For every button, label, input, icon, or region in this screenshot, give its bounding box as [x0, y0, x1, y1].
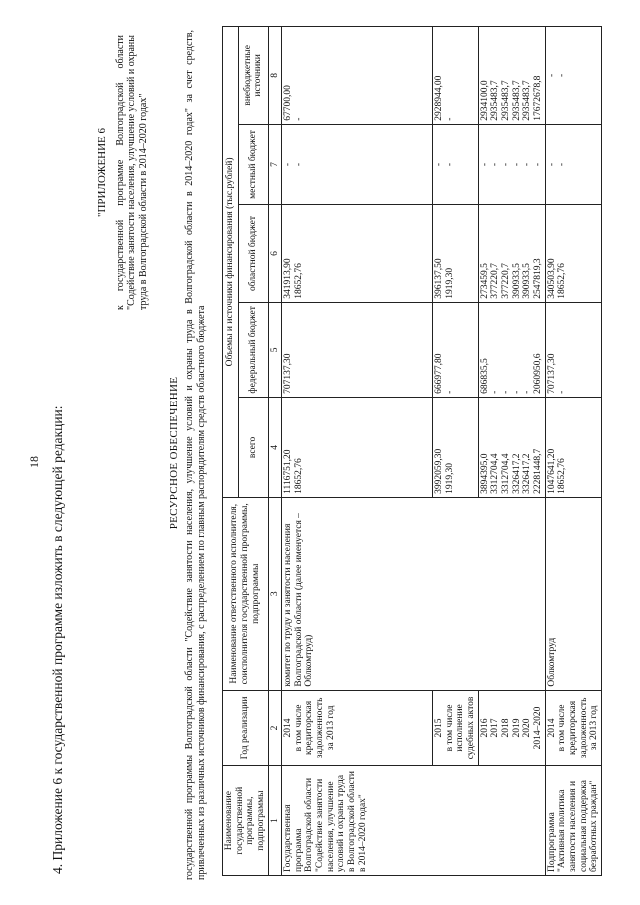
- col-num-1: 1: [268, 766, 282, 876]
- col-num-6: 6: [268, 205, 282, 303]
- program-local-2014: - -: [282, 124, 433, 205]
- col-num-4: 4: [268, 397, 282, 497]
- col-num-8: 8: [268, 27, 282, 125]
- program-federal-2016-2020: 686835,5 - - - - 2060950,6: [478, 302, 545, 397]
- subprogram-executor: Облкомтруд: [545, 497, 601, 690]
- program-extra-2014: 67700,00 -: [282, 27, 433, 125]
- subprogram-federal: 707137,30 -: [545, 302, 601, 397]
- subprogram-local: - -: [545, 124, 601, 205]
- program-total-2014: 1116751,20 18652,76: [282, 397, 433, 497]
- subprogram-total: 1047641,20 18652,76: [545, 397, 601, 497]
- col-num-3: 3: [268, 497, 282, 690]
- rotated-sheet: [0, 18, 610, 888]
- program-years-2015: 2015 в том числе исполнение судебных актов: [433, 690, 479, 766]
- subprogram-name: Подпрограмма "Активная политика занятости населения и социальная поддержка безработных граждан": [545, 766, 601, 876]
- program-federal-2015: 666977,80 -: [433, 302, 479, 397]
- program-executor: комитет по труду и занятости населения Волгоградской области (далее именуется – Облкомтруд): [282, 497, 546, 690]
- header-total: всего: [239, 397, 268, 497]
- header-executor: Наименование ответственного исполнителя, соисполнителя государственной программы, подпрограммы: [223, 497, 269, 690]
- program-regional-2016-2020: 273459,5 377220,7 377220,7 390933,5 390933,5 2547819,3: [478, 205, 545, 303]
- resource-table: [222, 26, 602, 876]
- appendix-block: [96, 35, 149, 310]
- header-regional: областной бюджет: [239, 205, 268, 303]
- header-name: Наименование государственной программы, подпрограммы: [223, 766, 269, 876]
- table-row: [545, 27, 601, 876]
- program-extra-2015: 2928944,00 -: [433, 27, 479, 125]
- program-local-2015: - -: [433, 124, 479, 205]
- appendix-title: "ПРИЛОЖЕНИЕ 6: [96, 127, 108, 218]
- appendix-body: к государственной программе Волгоградской области "Содействие занятости населения, улучшение условий и охраны труда в Волгоградской области в 2014–2020 годах": [114, 35, 149, 310]
- program-extra-2016-2020: 2934100,0 2935483,7 2935483,7 2935483,7 2935483,7 17672678,8: [478, 27, 545, 125]
- document-title: РЕСУРСНОЕ ОБЕСПЕЧЕНИЕ: [168, 376, 180, 530]
- col-num-5: 5: [268, 302, 282, 397]
- table-row: [282, 27, 433, 876]
- header-year: Год реализации: [223, 690, 269, 766]
- subprogram-regional: 340503,90 18652,76: [545, 205, 601, 303]
- program-total-2015: 3992059,30 1919,30: [433, 397, 479, 497]
- program-years-2016-2020: 2016 2017 2018 2019 2020 2014–2020: [478, 690, 545, 766]
- program-regional-2015: 396137,50 1919,30: [433, 205, 479, 303]
- table-row: [478, 27, 545, 876]
- page-number: 18: [27, 456, 41, 468]
- program-local-2016-2020: - - - - - -: [478, 124, 545, 205]
- col-num-2: 2: [268, 690, 282, 766]
- intro-text: 4. Приложение 6 к государственной программе изложить в следующей редакции:: [50, 405, 65, 874]
- col-num-7: 7: [268, 124, 282, 205]
- document-subtitle: государственной программы Волгоградской области "Содействие занятости населения, улучшение условий и охраны труда в Волгоградской области в 2014–2020 годах" за счет средств, привлеченных из различных источников финансирования, с распределением по главным распорядителям средств областного бюджета: [184, 30, 207, 880]
- subprogram-years: 2014 в том числе кредиторская задолженность за 2013 год: [545, 690, 601, 766]
- subprogram-extra: - -: [545, 27, 601, 125]
- header-funding: Объемы и источники финансирования (тыс.рублей): [223, 27, 239, 498]
- program-federal-2014: 707137,30: [282, 302, 433, 397]
- program-name: Государственная программа Волгоградской области "Содействие занятости населения, улучшение условий и охраны труда в Волгоградской области в 2014–2020 годах": [282, 766, 546, 876]
- table-row: [433, 27, 479, 876]
- header-local: местный бюджет: [239, 124, 268, 205]
- header-row: [223, 27, 239, 876]
- program-regional-2014: 341913,90 18652,76: [282, 205, 433, 303]
- header-extra: внебюджетные источники: [239, 27, 268, 125]
- column-numbers-row: [268, 27, 282, 876]
- program-total-2016-2020: 3894395,0 3312704,4 3312704,4 3326417,2 3326417,2 22281448,7: [478, 397, 545, 497]
- header-federal: федеральный бюджет: [239, 302, 268, 397]
- program-years-2014: 2014 в том числе кредиторская задолженность за 2013 год: [282, 690, 433, 766]
